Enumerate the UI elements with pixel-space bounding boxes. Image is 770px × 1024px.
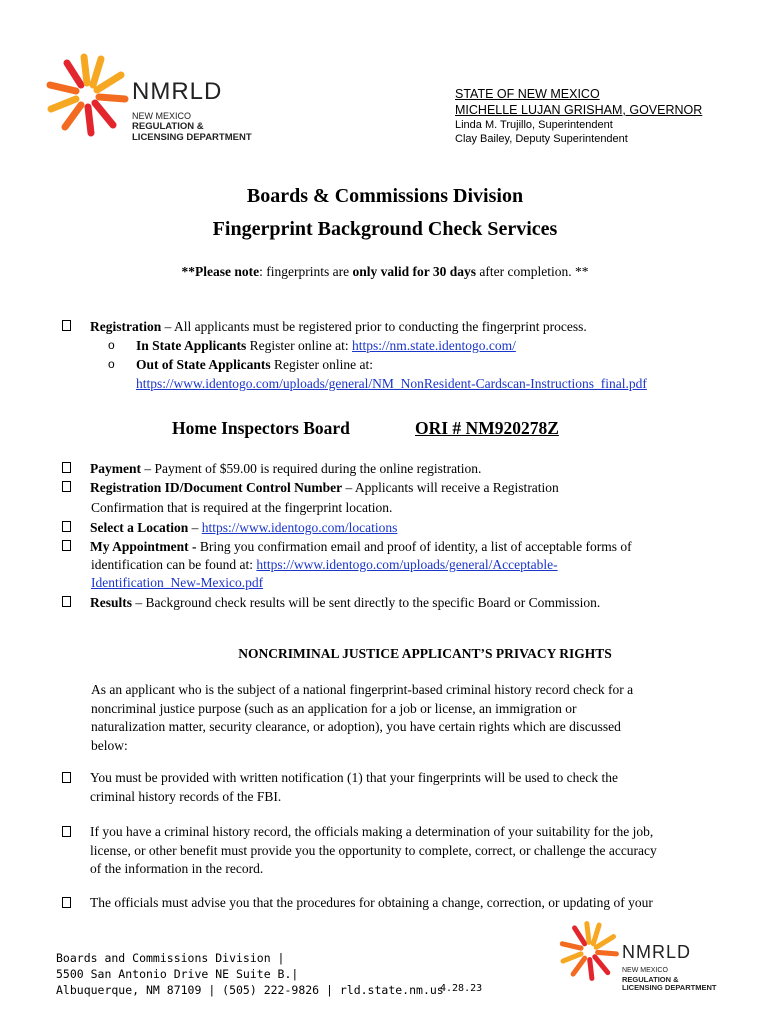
title-line-1: Boards & Commissions Division — [246, 185, 524, 207]
sunburst-logo-icon — [44, 52, 130, 138]
circle-bullet-icon: o — [108, 338, 115, 352]
out-state-link[interactable]: https://www.identogo.com/uploads/general/NM_NonResident-Cardscan-Instructions_final.pdf — [136, 376, 647, 391]
logo-sub-2: REGULATION & — [132, 121, 204, 132]
registration-item — [62, 317, 770, 336]
location-item — [62, 518, 770, 537]
in-state-link[interactable]: https://nm.state.identogo.com/ — [352, 338, 516, 353]
registration-text: – All applicants must be registered prior to conducting the fingerprint process. — [161, 319, 587, 334]
out-state-text: Register online at: — [270, 357, 373, 372]
checkbox-icon — [62, 521, 71, 532]
privacy-right-1a: You must be provided with written notification (1) that your fingerprints will be used to check the — [90, 770, 619, 785]
header-state: STATE OF NEW MEXICO — [455, 87, 600, 101]
in-state-item — [108, 336, 756, 355]
appointment-text-1: Bring you confirmation email and proof of identity, a list of acceptable forms of — [196, 539, 632, 554]
in-state-text: Register online at: — [246, 338, 353, 353]
registration-id-text-2: Confirmation that is required at the fingerprint location. — [91, 500, 393, 515]
payment-label: Payment — [90, 461, 141, 476]
registration-id-label: Registration ID/Document Control Number — [90, 480, 343, 495]
results-label: Results — [90, 595, 133, 610]
footer-line-2: 5500 San Antonio Drive NE Suite B.| — [56, 967, 299, 981]
registration-id-item — [62, 478, 770, 497]
appointment-link-1[interactable]: https://www.identogo.com/uploads/general/Acceptable- — [256, 557, 558, 572]
appointment-text-2: identification can be found at: — [91, 557, 257, 572]
board-ori: ORI # NM920278Z — [415, 418, 559, 438]
checkbox-icon — [62, 462, 71, 473]
results-text: – Background check results will be sent directly to the specific Board or Commission. — [132, 595, 601, 610]
privacy-right-1 — [62, 769, 770, 806]
sunburst-logo-icon — [558, 920, 620, 982]
privacy-right-2 — [62, 823, 770, 879]
footer-logo-sub-2: REGULATION & — [622, 975, 679, 984]
privacy-heading: NONCRIMINAL JUSTICE APPLICANT’S PRIVACY RIGHTS — [238, 646, 612, 661]
registration-id-text-1: – Applicants will receive a Registration — [342, 480, 559, 495]
footer-line-1: Boards and Commissions Division | — [56, 951, 285, 965]
privacy-right-2b: license, or other benefit must provide you the opportunity to complete, correct, or challenge the accuracy — [90, 842, 657, 858]
in-state-label: In State Applicants — [136, 338, 247, 353]
logo-name: NMRLD — [132, 78, 223, 105]
privacy-intro-1: As an applicant who is the subject of a national fingerprint-based criminal history record check for a — [91, 682, 634, 697]
footer-logo — [558, 918, 758, 998]
note-text-2: after completion. ** — [476, 264, 589, 279]
privacy-intro-4: below: — [91, 737, 128, 753]
footer-logo-name: NMRLD — [622, 942, 692, 962]
logo-sub-3: LICENSING DEPARTMENT — [132, 132, 252, 143]
payment-item — [62, 459, 770, 478]
appointment-label: My Appointment - — [90, 539, 197, 554]
results-item — [62, 593, 770, 612]
header-deputy: Clay Bailey, Deputy Superintendent — [455, 133, 628, 145]
appointment-item — [62, 537, 770, 556]
registration-label: Registration — [90, 319, 162, 334]
note-prefix: **Please note — [181, 264, 260, 279]
checkbox-icon — [62, 897, 71, 908]
note-text-1: : fingerprints are — [259, 264, 353, 279]
checkbox-icon — [62, 596, 71, 607]
checkbox-icon — [62, 826, 71, 837]
privacy-intro-3: naturalization matter, security clearance, or adoption), you have certain rights which are discussed — [91, 719, 621, 734]
checkbox-icon — [62, 540, 71, 551]
checkbox-icon — [62, 320, 71, 331]
footer-logo-sub-1: NEW MEXICO — [622, 967, 668, 974]
privacy-intro-2: noncriminal justice purpose (such as an application for a job or license, an immigration or — [91, 700, 577, 716]
location-dash: – — [188, 520, 202, 535]
note-bold: only valid for 30 days — [352, 264, 476, 279]
privacy-right-3 — [62, 894, 770, 913]
location-link[interactable]: https://www.identogo.com/locations — [201, 520, 398, 535]
header-logo — [44, 52, 284, 152]
checkbox-icon — [62, 481, 71, 492]
privacy-intro — [91, 681, 731, 755]
privacy-right-3a: The officials must advise you that the procedures for obtaining a change, correction, or updating of your — [90, 895, 653, 910]
title-line-2: Fingerprint Background Check Services — [212, 218, 558, 240]
out-state-item — [108, 355, 756, 374]
privacy-right-2c: of the information in the record. — [90, 861, 264, 876]
footer-date: 4.28.23 — [440, 983, 483, 994]
out-state-label: Out of State Applicants — [136, 357, 271, 372]
footer-logo-sub-3: LICENSING DEPARTMENT — [622, 983, 717, 992]
page-title — [0, 180, 770, 246]
footer-line-3: Albuquerque, NM 87109 | (505) 222-9826 | rld.state.nm.us — [56, 983, 444, 997]
location-label: Select a Location — [90, 520, 189, 535]
validity-note — [0, 264, 770, 280]
payment-text: – Payment of $59.00 is required during the online registration. — [141, 461, 482, 476]
appointment-link-2[interactable]: Identification_New-Mexico.pdf — [91, 575, 264, 590]
privacy-right-1b: criminal history records of the FBI. — [90, 788, 282, 804]
logo-sub-1: NEW MEXICO — [132, 111, 192, 121]
header-governor: MICHELLE LUJAN GRISHAM, GOVERNOR — [455, 103, 703, 117]
footer-address — [56, 950, 444, 998]
privacy-right-2a: If you have a criminal history record, the officials making a determination of your suitability for the job, — [90, 824, 654, 839]
circle-bullet-icon: o — [108, 357, 115, 371]
header-superintendent: Linda M. Trujillo, Superintendent — [455, 119, 613, 131]
board-name: Home Inspectors Board — [172, 418, 350, 438]
appointment-line-2 — [91, 555, 558, 574]
checkbox-icon — [62, 772, 71, 783]
